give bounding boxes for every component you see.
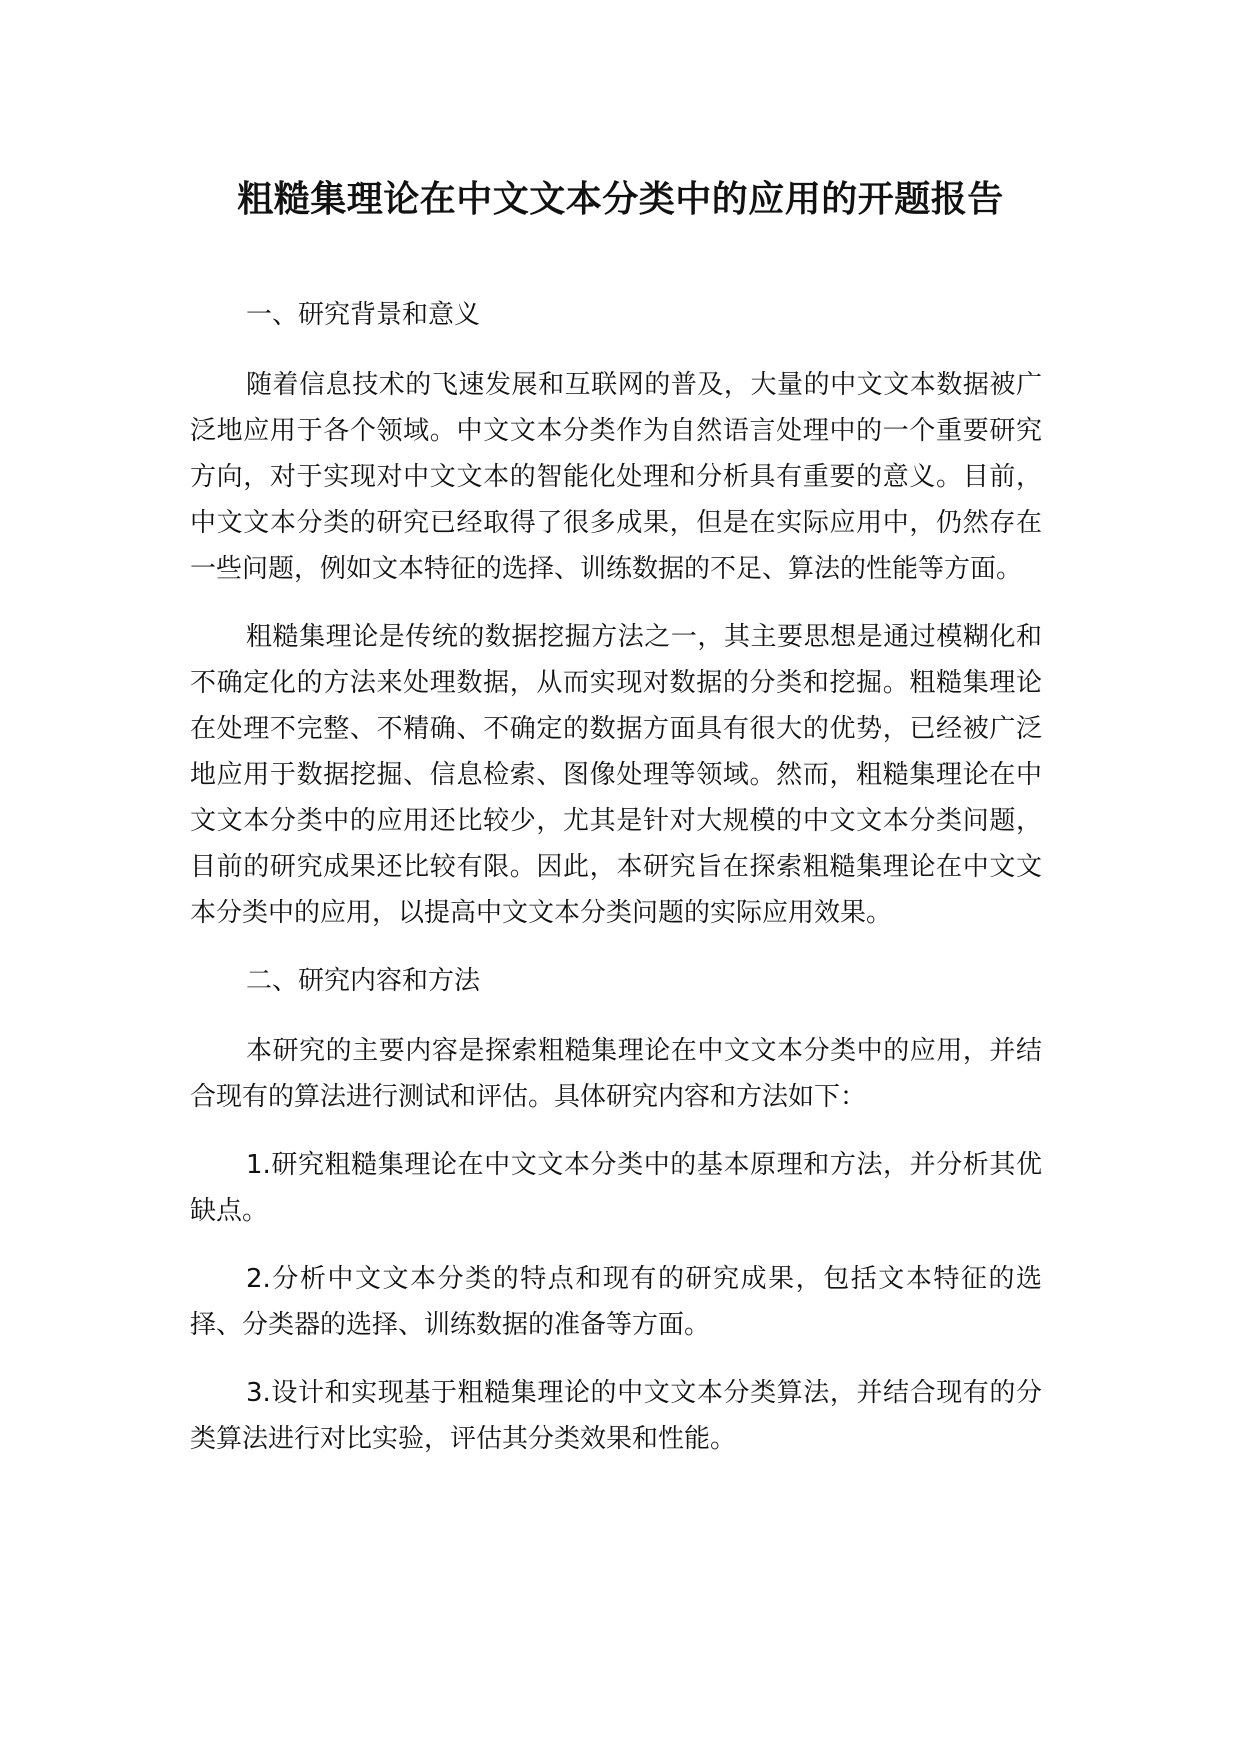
- paragraph-background-1: 随着信息技术的飞速发展和互联网的普及，大量的中文文本数据被广泛地应用于各个领域。中文文本分类作为自然语言处理中的一个重要研究方向，对于实现对中文文本的智能化处理和分析具有重要的意义。目前，中文文本分类的研究已经取得了很多成果，但是在实际应用中，仍然存在一些问题，例如文本特征的选择、训练数据的不足、算法的性能等方面。: [190, 370, 1042, 584]
- section-heading-background: 一、研究背景和意义: [246, 300, 481, 330]
- list-item-method-1: 1.研究粗糙集理论在中文文本分类中的基本原理和方法，并分析其优缺点。: [190, 1150, 1042, 1226]
- list-item-method-3: 3.设计和实现基于粗糙集理论的中文文本分类算法，并结合现有的分类算法进行对比实验，评估其分类效果和性能。: [190, 1378, 1042, 1454]
- document-title: 粗糙集理论在中文文本分类中的应用的开题报告: [237, 179, 1004, 220]
- document-body: [190, 292, 1042, 1484]
- paragraph-methods-intro: 本研究的主要内容是探索粗糙集理论在中文文本分类中的应用，并结合现有的算法进行测试和评估。具体研究内容和方法如下：: [190, 1036, 1042, 1112]
- list-item-method-2: 2.分析中文文本分类的特点和现有的研究成果，包括文本特征的选择、分类器的选择、训练数据的准备等方面。: [190, 1264, 1042, 1340]
- paragraph-background-2: 粗糙集理论是传统的数据挖掘方法之一，其主要思想是通过模糊化和不确定化的方法来处理数据，从而实现对数据的分类和挖掘。粗糙集理论在处理不完整、不精确、不确定的数据方面具有很大的优势，已经被广泛地应用于数据挖掘、信息检索、图像处理等领域。然而，粗糙集理论在中文文本分类中的应用还比较少，尤其是针对大规模的中文文本分类问题，目前的研究成果还比较有限。因此，本研究旨在探索粗糙集理论在中文文本分类中的应用，以提高中文文本分类问题的实际应用效果。: [190, 622, 1042, 928]
- section-heading-methods: 二、研究内容和方法: [246, 966, 481, 996]
